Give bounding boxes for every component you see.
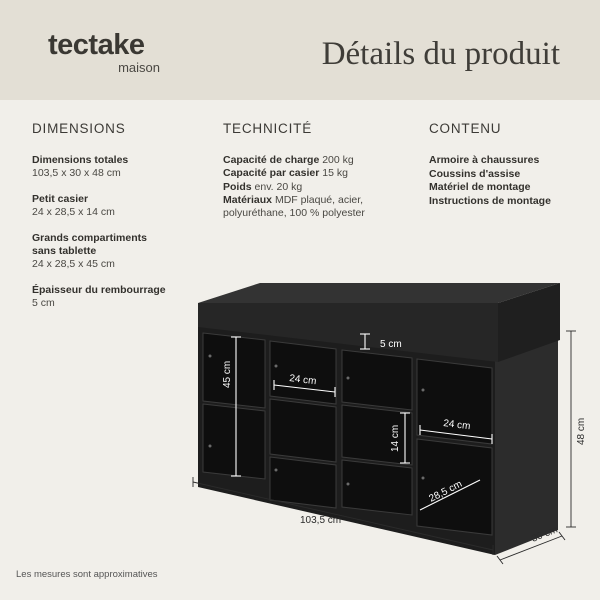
label-total-w: 103,5 cm [300,515,342,526]
spec-value: 103,5 x 30 x 48 cm [32,167,121,179]
spec-label: Dimensions totales [32,154,129,166]
spec-label: Grands compartiments [32,232,147,244]
bench-side-panel [495,335,558,555]
compartment [270,341,336,404]
footnote: Les mesures sont approximatives [16,569,158,580]
tech-value: 200 kg [322,154,354,166]
label-width-a: 24 cm [288,373,318,388]
tech-label: Poids [223,180,252,193]
tech-value: MDF plaqué, acier, [274,193,364,206]
tech-materials-line2: polyuréthane, 100 % polyester [223,207,365,220]
brand-sub: maison [118,60,160,75]
page-title: Détails du produit [321,36,560,72]
spec-label: Épaisseur du rembourrage [32,284,166,296]
compartment [270,399,336,462]
tech-label: Capacité par casier [223,167,320,180]
spec-value: 24 x 28,5 x 45 cm [32,258,115,270]
tech-label: Capacité de charge [223,154,320,166]
spec-label-line2: sans tablette [32,245,97,257]
content-item: Coussins d'assise [429,167,521,180]
compartment [342,405,412,465]
content-item: Instructions de montage [429,194,551,207]
content-item: Matériel de montage [429,181,531,193]
contenu-heading: CONTENU [429,121,502,136]
compartment [270,457,336,508]
compartment [203,404,265,479]
tech-value: 15 kg [322,167,348,180]
label-depth-inner: 28,5 cm [427,478,465,505]
technicite-heading: TECHNICITÉ [223,121,312,136]
tech-value: env. 20 kg [254,180,303,193]
spec-value: 24 x 28,5 x 14 cm [32,206,115,218]
brand-name: tectake [48,29,145,61]
content-item: Armoire à chaussures [429,154,540,166]
label-cushion: 5 cm [380,339,402,350]
compartment [203,333,265,408]
label-tall: 45 cm [222,360,233,388]
spec-label: Petit casier [32,193,89,205]
compartment [342,350,412,410]
compartment [342,460,412,515]
dimensions-heading: DIMENSIONS [32,121,126,136]
label-total-h: 48 cm [576,417,587,445]
label-width-b: 24 cm [442,418,472,433]
spec-value: 5 cm [32,297,55,309]
tech-label: Matériaux [223,193,273,206]
label-total-d: 30 cm [530,524,560,545]
label-small-h: 14 cm [390,424,401,452]
cushion-top [198,283,560,303]
